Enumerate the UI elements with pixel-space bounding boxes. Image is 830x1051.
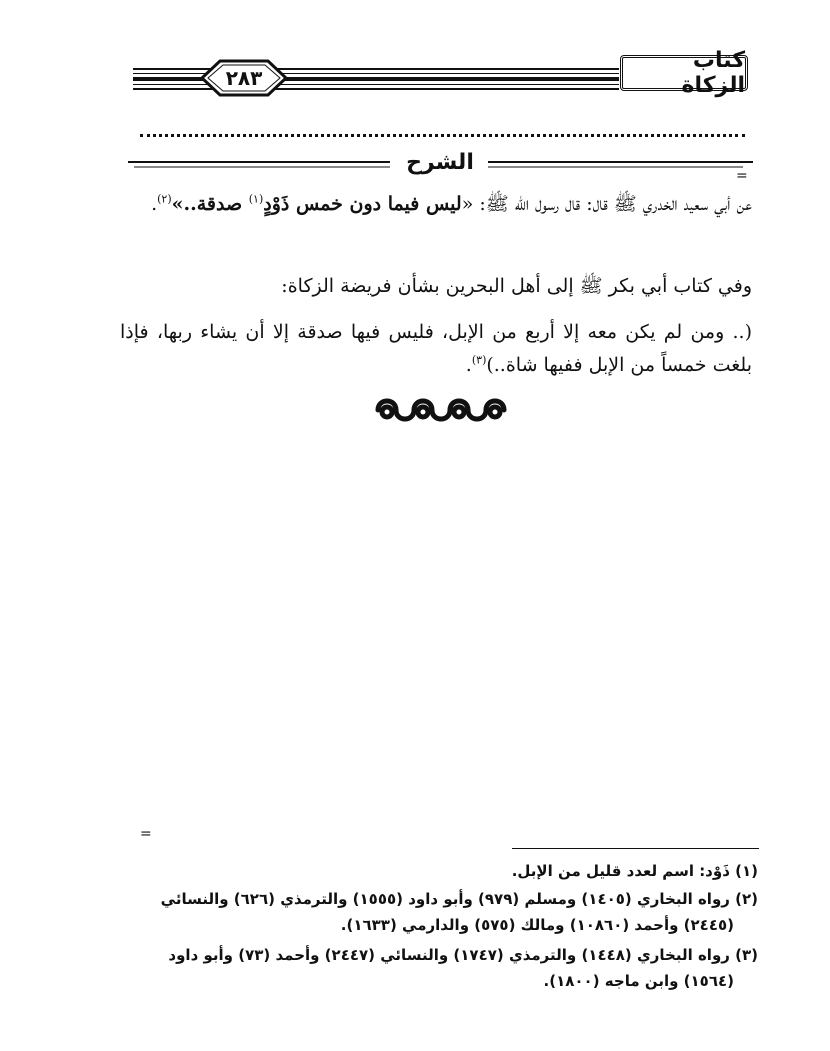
- footnote-2: [138, 886, 758, 938]
- footnote-ref-2: (٢): [157, 192, 172, 206]
- footnote-line: (٢) رواه البخاري (١٤٠٥) ومسلم (٩٧٩) وأبو داود (١٥٥٥) والترمذي (٦٢٦) والنسائي: [160, 890, 758, 908]
- footnote-line-continued: (٢٤٤٥) وأحمد (١٠٨٦٠) ومالك (٥٧٥) والدارمي (١٦٣٣).: [340, 916, 734, 934]
- chapter-title: كتاب الزكاة: [681, 48, 745, 98]
- footnote-rule: [512, 848, 759, 849]
- paragraph-end: .: [151, 193, 158, 215]
- paragraph-camels: [120, 316, 752, 382]
- paragraph-hadith: [120, 188, 752, 221]
- footnote-ref-1: (١): [248, 192, 264, 206]
- footnote-ref-3: (٣): [471, 353, 487, 367]
- hadith-quote: ليس فيما دون خمس ذَوْدٍ: [263, 193, 462, 215]
- footnote-line: (١) ذَوْد: اسم لعدد قليل من الإبل.: [511, 862, 758, 880]
- chapter-title-box: [620, 48, 748, 98]
- footnote-3: [138, 942, 758, 994]
- hadith-intro: عن أبي سعيد الخدري ﷺ قال: قال رسول الله ﷺ: «: [461, 193, 752, 215]
- hadith-quote-end: صدقة..»: [171, 193, 249, 215]
- footnote-mark: =: [140, 826, 152, 842]
- dotted-separator: [140, 124, 745, 137]
- section-title: الشرح: [406, 150, 474, 175]
- camels-text: (.. ومن لم يكن معه إلا أربع من الإبل، فليس فيها صدقة إلا أن يشاء ربها، فإذا بلغت خمساً من الإبل ففيها شاة..): [120, 321, 752, 376]
- page-number: ٢٨٣: [225, 66, 263, 90]
- paragraph-end: .: [465, 354, 472, 376]
- footnote-line: (٣) رواه البخاري (١٤٤٨) والترمذي (١٧٤٧) والنسائي (٢٤٤٧) وأحمد (٧٣) وأبو داود: [168, 946, 758, 964]
- paragraph-abubakr: وفي كتاب أبي بكر ﷺ إلى أهل البحرين بشأن فريضة الزكاة:: [281, 275, 752, 297]
- ornament-divider: [368, 392, 513, 428]
- section-mark: =: [736, 168, 748, 184]
- footnote-line-continued: (١٥٦٤) وابن ماجه (١٨٠٠).: [543, 972, 734, 990]
- footnote-1: [138, 858, 758, 884]
